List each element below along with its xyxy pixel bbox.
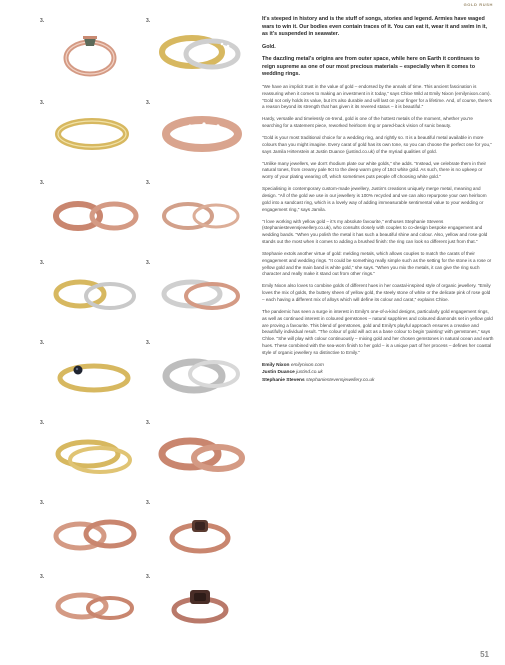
credit-website-link[interactable]: stephaniestevensjewellery.co.uk <box>306 377 375 383</box>
ring-photo-1 <box>40 18 158 78</box>
yellow-gold-pair-image <box>48 264 144 322</box>
article-paragraph: Hardy, versatile and timelessly on-trend, gold is one of the hottest metals of the moment, whether you're searching for a statement piece, reworked heirloom ring or pared-back vision of sunic beauty. <box>262 116 473 129</box>
white-and-rose-gold-bands-image <box>154 264 250 322</box>
article-text-column <box>262 16 494 384</box>
section-header-tag: GOLD RUSH <box>463 2 493 7</box>
article-heading: Gold. <box>262 43 276 50</box>
ring-photo-3 <box>40 100 158 160</box>
ring-photo-14 <box>146 500 264 560</box>
ring-marker: 3. <box>40 18 45 24</box>
ring-photo-5 <box>40 180 158 240</box>
stacked-yellow-white-bands-image <box>154 22 250 80</box>
stacked-yellow-gold-rings-image <box>48 424 144 482</box>
credit-line <box>262 369 494 376</box>
ring-photo-15 <box>40 574 158 634</box>
ring-marker: 3. <box>146 340 151 346</box>
textured-rose-gold-pair-image <box>48 578 144 630</box>
ring-photo-7 <box>40 260 158 320</box>
wave-yellow-gold-band-image <box>48 104 144 162</box>
credit-name: Justin Duance <box>262 370 295 376</box>
ring-marker: 3. <box>40 260 45 266</box>
ring-marker: 3. <box>146 574 151 580</box>
stone-set-rose-gold-ring-image <box>154 504 250 562</box>
ring-photo-2 <box>146 18 264 78</box>
article-paragraph: The pandemic has seen a surge in interest in Emily's one-of-a-kind designs, particularly gold engagement rings, as well as continued interest in coloured gemstones – natural sapphires and coloured diamonds set in yellow gold are proving a favourite. This blend of gemstones, gold and Emily's playful approach ensures a creative and beautifully individual result. "The colour of gold will act as a base colour to begin 'painting' with gemstones," says Chloe. "She will play with colour continuously – mixing gold and her chosen gemstones in natural ocean and earth hues. These combined with the sea-worn finish to her gold – is a unique part of her process – defines her coastal style of organic jewellery so distinctive to Emily." <box>262 308 494 355</box>
rose-gold-bands-image <box>48 504 144 562</box>
article-paragraph: Specialising in contemporary custom-made jewellery, Justin's creations uniquely merge metal, meaning and design. "All of the gold we use in our jewellery is 100% recycled and we can also repurpose your own heirloom gold into a sandcast ring, which is a lovely way of adding immeasurable sentimental value to your wedding or engagement ring," says Jamila. <box>262 186 487 212</box>
ring-photo-4 <box>146 100 264 160</box>
ring-photo-9 <box>40 340 158 400</box>
credit-website-link[interactable]: emilynixon.com <box>290 362 324 368</box>
ring-marker: 3. <box>146 500 151 506</box>
article-paragraph: "Gold is your most traditional choice for a wedding ring, and rightly so. It is a beautiful metal available in more colours than you might imagine. Every carat of gold has its own tone, so you can choose the perfect one for you," says Jamila Hirtenstein at Justin Duance (justind.co.uk) of the myriad qualities of gold. <box>262 135 492 154</box>
slim-rose-gold-bands-image <box>154 184 250 242</box>
article-paragraph: Stephanie extols another virtue of gold: melding metals, which allows couples to match the carats of their engagement and wedding rings. "It could be something really simple such as the setting for the stone is a rose or yellow gold and the main band is white gold," she says. "When you mix the metals, it can give the ring such character and really make it stand out from other rings." <box>262 250 492 277</box>
article-lead: The dazzling metal's origins are from outer space, while here on Earth it continues to reign supreme as one of our most precious materials – especially when it comes to wedding rings. <box>262 55 480 78</box>
pair-rose-gold-bands-image <box>48 184 144 242</box>
page-number: 51 <box>480 650 489 659</box>
credit-line <box>262 377 494 384</box>
ring-photo-10 <box>146 340 264 400</box>
ring-marker: 3. <box>146 180 151 186</box>
ring-photo-8 <box>146 260 264 320</box>
article-paragraph: "Unlike many jewellers, we don't rhodium plate our white golds," she adds. "Instead, we celebrate them in their natural tones, from creamy pale 9ct to the deep warm grey of 18ct white gold. As such, there is no upkeep or worry of your plating wearing off, which sometimes puts people off choosing white gold." <box>262 160 487 180</box>
ring-photo-11 <box>40 420 158 480</box>
ring-marker: 3. <box>40 500 45 506</box>
ring-photo-12 <box>146 420 264 480</box>
credit-website-link[interactable]: justind.co.uk <box>296 370 323 376</box>
credit-name: Stephanie Stevens <box>262 377 305 383</box>
ring-marker: 3. <box>146 420 151 426</box>
sapphire-yellow-gold-ring-image <box>48 344 144 402</box>
credit-line <box>262 362 494 369</box>
article-paragraph: Emily Nixon also loves to combine golds of different hues in her coastal-inspired style of organic jewellery. "Emily loves the mix of golds, the buttery sheen of yellow gold, the steely stone of white or the delicate pink of rose gold – each having a different mix of alloys which will define its colour and carat," explains Chloe. <box>262 283 491 302</box>
wide-rose-gold-bands-image <box>154 424 250 482</box>
ring-marker: 3. <box>40 420 45 426</box>
article-paragraph: "I love working with yellow gold – it's my absolute favourite," enthuses Stephanie Stevens (stephaniestevensjewellery.co.uk), who consults closely with couples to co-design bespoke engagement and wedding bands. "When you polish the metal it has such a beautiful shine and colour. Also, yellow and rose gold stands out the most when it comes to adding a brushed finish: the ring can look so different just from that." <box>262 218 488 244</box>
ring-marker: 3. <box>40 340 45 346</box>
article-paragraph: "We have an implicit trust in the value of gold – endorsed by the annals of time. This ancient fascination is reassuring when it comes to making an investment in it today," says Chloe Wild at Emily Nixon (emilynixon.com). "Gold not only holds its value, but it's also durable and will last on your finger for a lifetime. And, of course, there's a reason beyond its strength that has given it its revered status – it is beautiful." <box>262 83 492 110</box>
ring-marker: 3. <box>146 18 151 24</box>
article-intro: It's steeped in history and is the stuff of songs, stories and legend. Armies have waged wars to win it. Our bodies even contain traces of it. You can eat it, wear it and swim in it, as it's suspended in seawater. <box>262 16 488 38</box>
ring-marker: 3. <box>40 180 45 186</box>
credits-list <box>262 362 494 384</box>
gemstone-engagement-ring-image <box>154 578 250 630</box>
ring-marker: 3. <box>40 100 45 106</box>
credit-name: Emily Nixon <box>262 362 290 368</box>
solitaire-rose-gold-ring-image <box>48 22 138 80</box>
ring-marker: 3. <box>40 574 45 580</box>
rose-gold-diamond-band-image <box>154 104 250 162</box>
ring-photo-13 <box>40 500 158 560</box>
ring-marker: 3. <box>146 100 151 106</box>
ring-photo-6 <box>146 180 264 240</box>
ring-marker: 3. <box>146 260 151 266</box>
ring-photo-16 <box>146 574 264 634</box>
white-gold-pair-image <box>154 344 250 402</box>
